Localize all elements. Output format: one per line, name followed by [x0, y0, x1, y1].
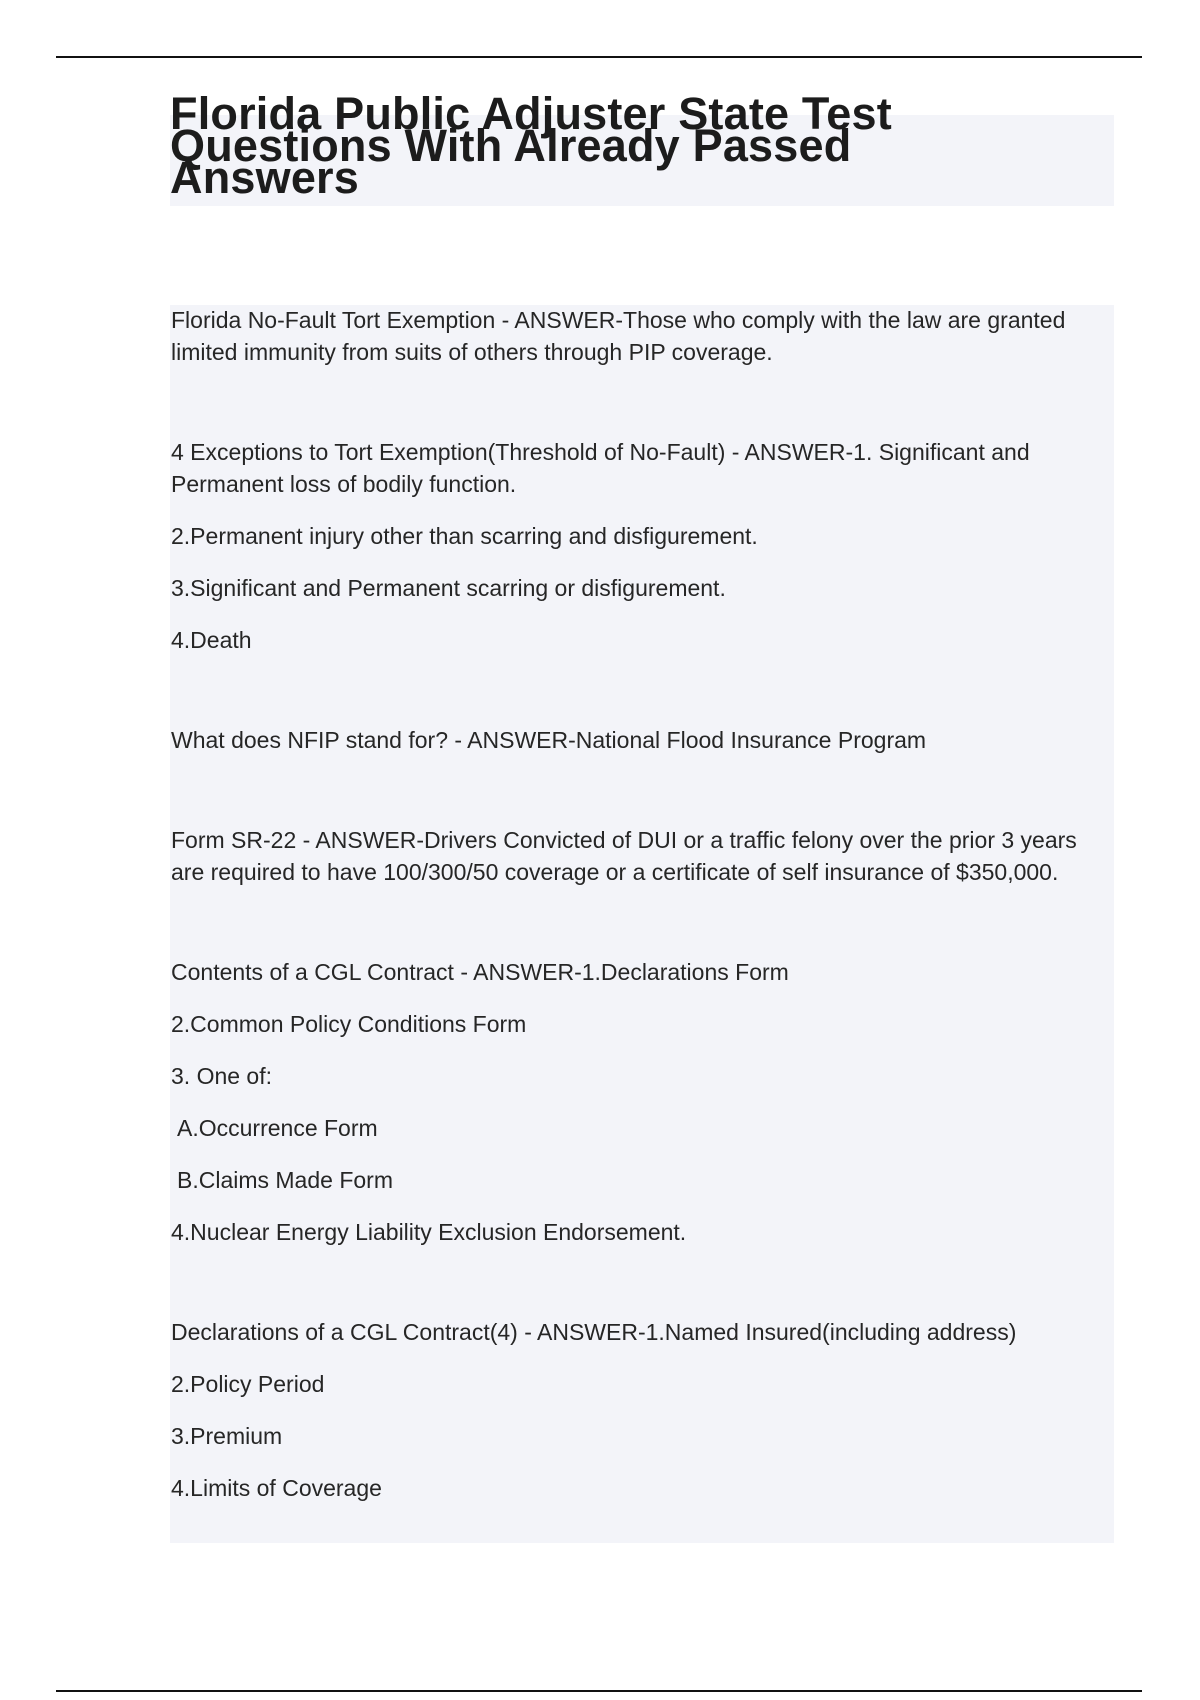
qa-line: 4.Limits of Coverage — [171, 1475, 382, 1501]
top-rule — [56, 56, 1142, 58]
qa-entry-tort-exemption — [171, 304, 1091, 368]
qa-line: What does NFIP stand for? - ANSWER-National Flood Insurance Program — [171, 727, 927, 753]
qa-line: 4.Nuclear Energy Liability Exclusion Endorsement. — [171, 1219, 687, 1245]
qa-line: 3.Significant and Permanent scarring or disfigurement. — [171, 575, 726, 601]
qa-line: Declarations of a CGL Contract(4) - ANSWER-1.Named Insured(including address) — [171, 1319, 1017, 1345]
qa-line: B.Claims Made Form — [177, 1167, 393, 1193]
bottom-rule — [56, 1690, 1142, 1692]
qa-line: 2.Policy Period — [171, 1371, 325, 1397]
qa-entry-cgl-declarations — [171, 1316, 1091, 1504]
qa-line: 2.Permanent injury other than scarring and disfigurement. — [171, 523, 758, 549]
qa-line: Florida No-Fault Tort Exemption - ANSWER-Those who comply with the law are granted limited immunity from suits of others through PIP coverage. — [171, 307, 1066, 365]
qa-line: Contents of a CGL Contract - ANSWER-1.Declarations Form — [171, 959, 789, 985]
qa-entry-nfip — [171, 724, 1091, 756]
qa-line: 2.Common Policy Conditions Form — [171, 1011, 527, 1037]
qa-line: A.Occurrence Form — [177, 1115, 378, 1141]
qa-line: 3. One of: — [171, 1063, 273, 1089]
qa-line: 3.Premium — [171, 1423, 283, 1449]
qa-entry-cgl-contents — [171, 956, 1091, 1248]
qa-line: 4 Exceptions to Tort Exemption(Threshold of No-Fault) - ANSWER-1. Significant and Permanent loss of bodily function. — [171, 439, 1030, 497]
document-title: Florida Public Adjuster State Test Questions With Already Passed Answers — [170, 88, 892, 203]
qa-entry-tort-exceptions — [171, 436, 1091, 656]
qa-line: Form SR-22 - ANSWER-Drivers Convicted of DUI or a traffic felony over the prior 3 years are required to have 100/300/50 coverage or a certificate of self insurance of $350,000. — [171, 827, 1077, 885]
qa-entry-sr22 — [171, 824, 1091, 888]
qa-line: 4.Death — [171, 627, 252, 653]
qa-list — [171, 304, 1091, 1572]
